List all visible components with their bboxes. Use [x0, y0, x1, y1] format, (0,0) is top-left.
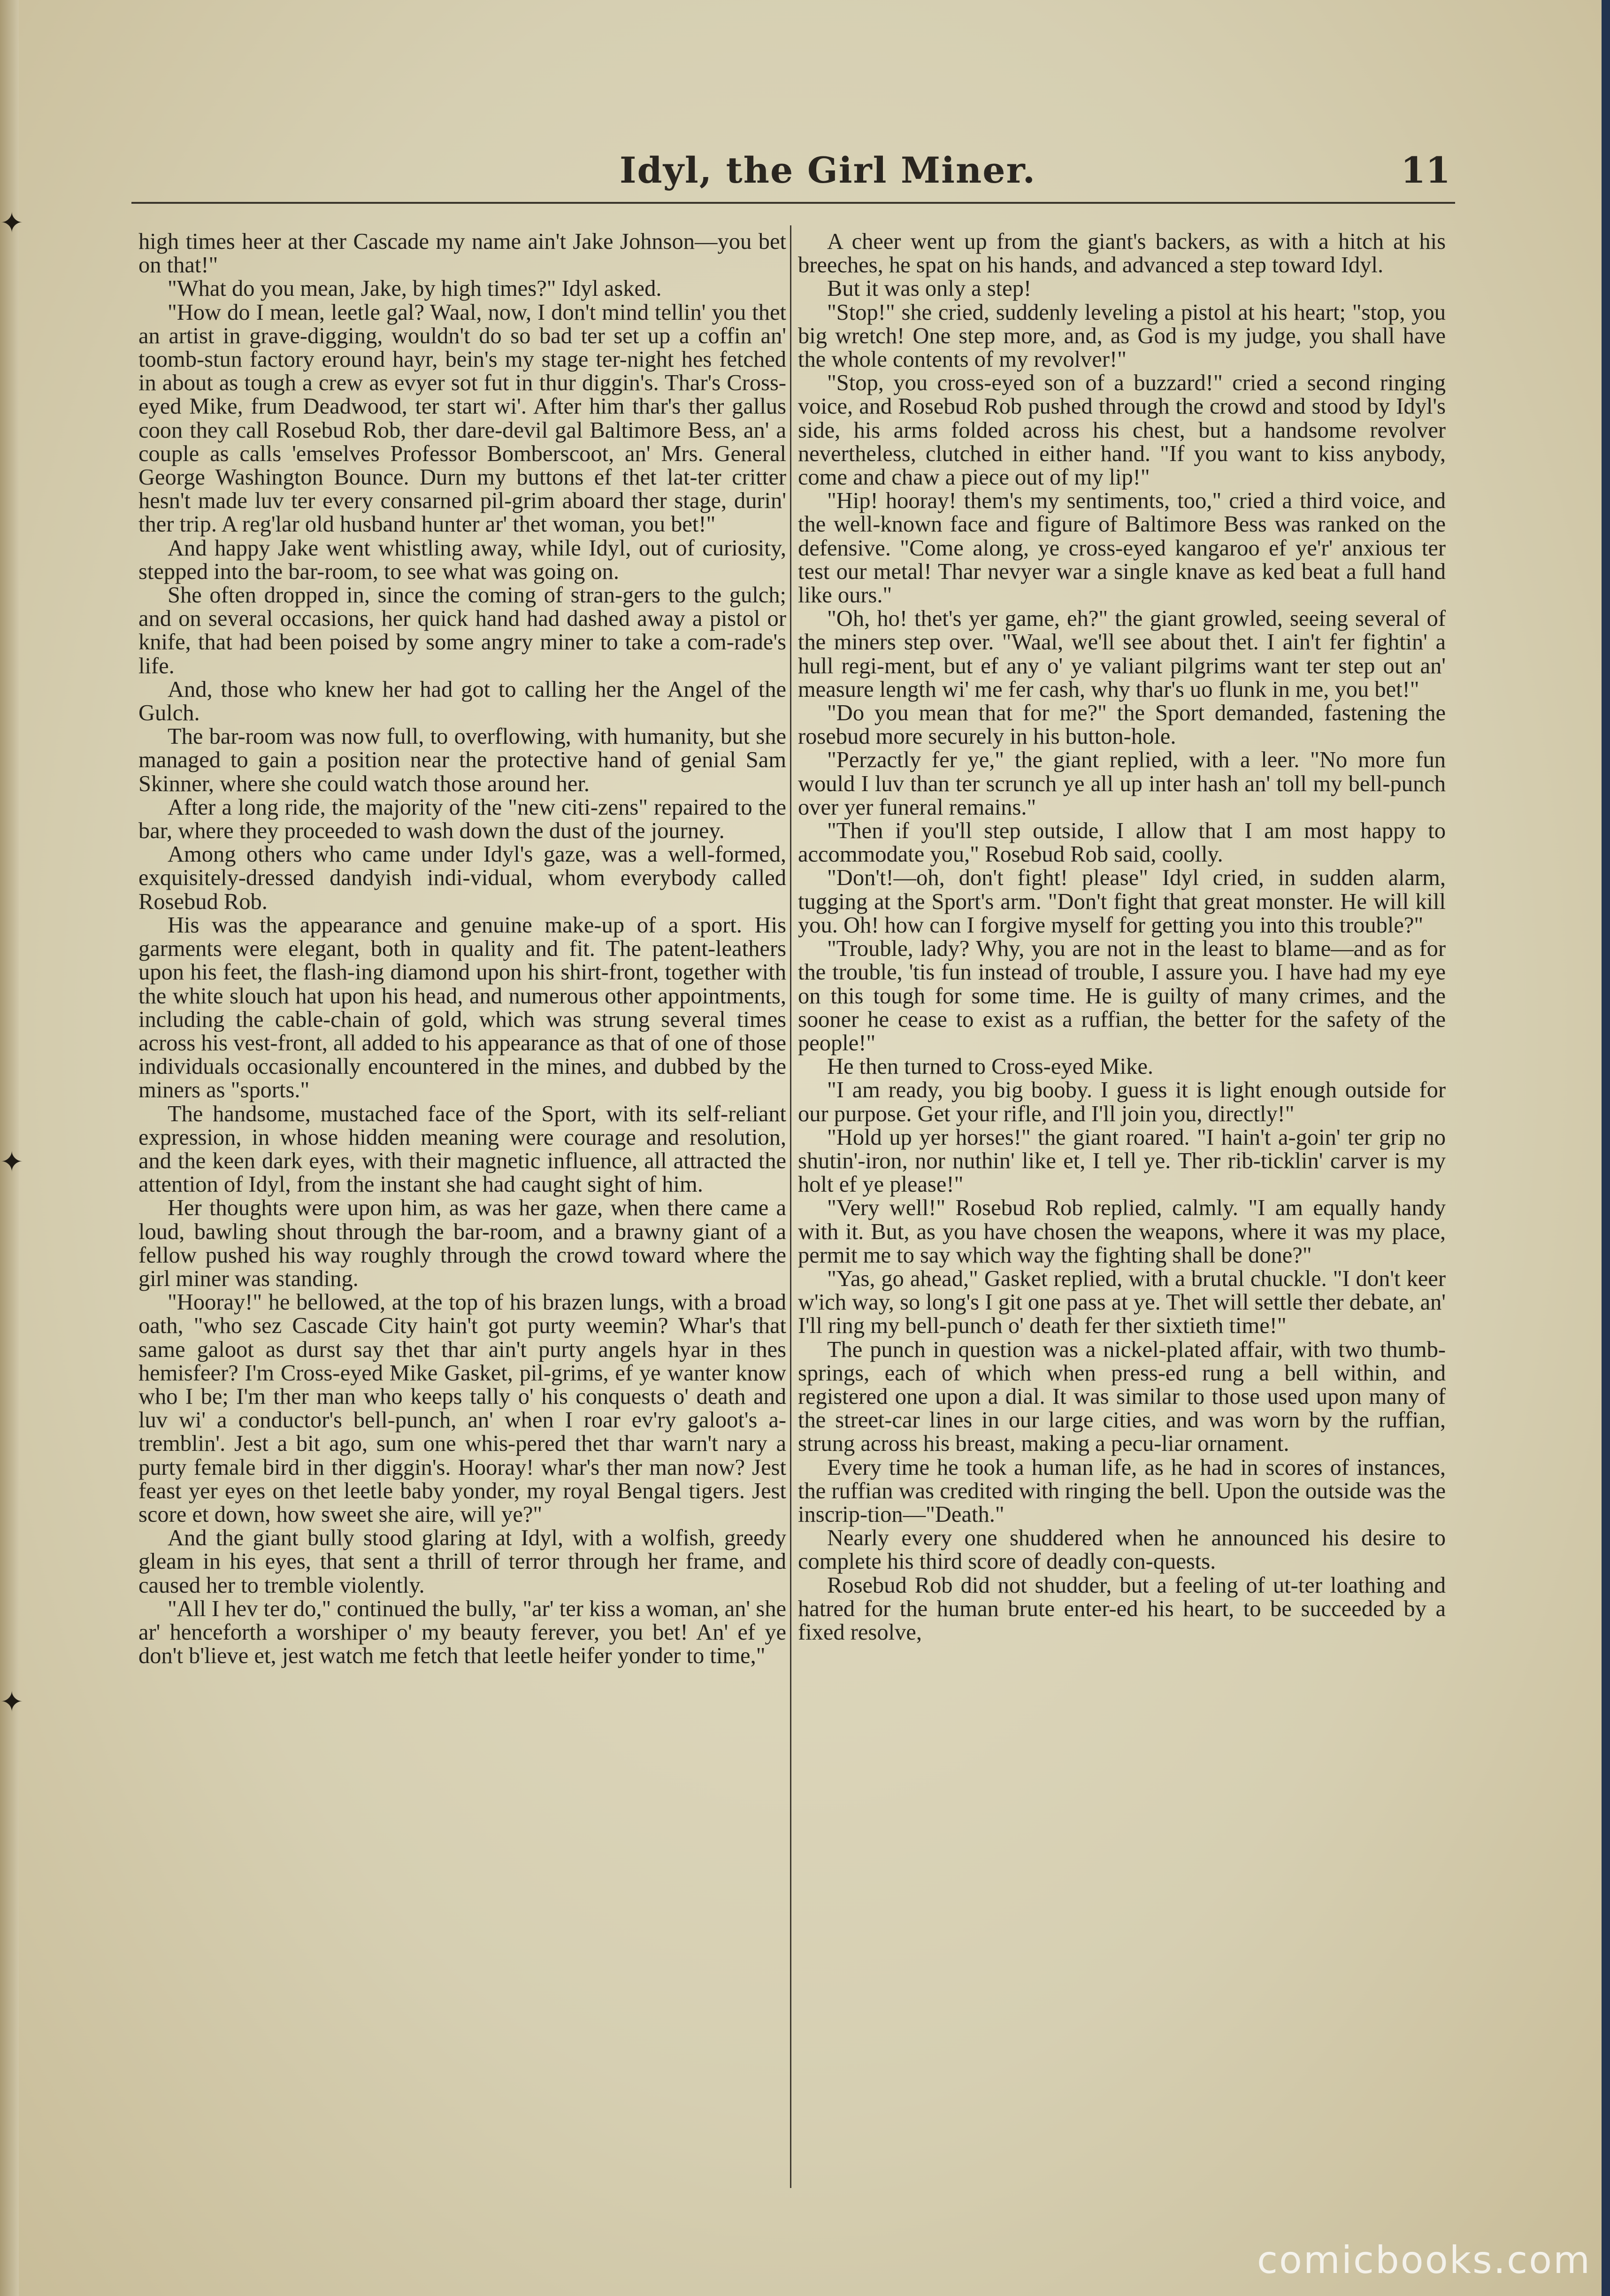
paragraph: "Don't!—oh, don't fight! please" Idyl cried, in sudden alarm, tugging at the Sport's arm. "Don't fight that great monster. He will kill you. Oh! how can I forgive myself for getting you into this trouble?" — [798, 865, 1446, 938]
binding-stitch-icon: ✦ — [0, 1687, 24, 1718]
paragraph: Every time he took a human life, as he had in scores of instances, the ruffian was credited with ringing the bell. Upon the outside was the inscrip-tion—"Death." — [798, 1455, 1446, 1527]
paragraph: "Oh, ho! thet's yer game, eh?" the giant growled, seeing several of the miners step over. "Waal, we'll see about thet. I ain't fer fightin' a hull regi-ment, but ef any o' ye valiant pilgrims want ter step out an' measure length wi' me fer cash, why thar's uo flunk in me, you bet!" — [798, 606, 1446, 702]
paragraph: And happy Jake went whistling away, while Idyl, out of curiosity, stepped into the bar-room, to see what was going on. — [138, 535, 786, 584]
paragraph: "Trouble, lady? Why, you are not in the least to blame—and as for the trouble, 'tis fun instead of trouble, I assure you. I have had my eye on this tough for some time. He is guilty of many crimes, and the sooner he cease to exist as a ruffian, the better for the safety of the people!" — [798, 936, 1446, 1056]
binding-stitch-icon: ✦ — [0, 208, 24, 239]
paragraph: "What do you mean, Jake, by high times?" Idyl asked. — [168, 276, 662, 301]
paragraph: Rosebud Rob did not shudder, but a feeling of ut-ter loathing and hatred for the human brute enter-ed his heart, to be succeeded by a fixed resolve, — [798, 1572, 1446, 1645]
paragraph: "Then if you'll step outside, I allow that I am most happy to accommodate you," Rosebud Rob said, coolly. — [798, 818, 1446, 867]
paragraph: The punch in question was a nickel-plated affair, with two thumb-springs, each of which when press-ed rung a bell within, and registered one upon a dial. It was similar to those used upon many of the street-car lines in our large cities, and was worn by the ruffian, strung across his breast, making a pecu-liar ornament. — [798, 1337, 1446, 1456]
header-rule — [131, 202, 1455, 204]
paragraph: "Stop, you cross-eyed son of a buzzard!" cried a second ringing voice, and Rosebud Rob pushed through the crowd and stood by Idyl's side, his arms folded across his chest, but a handsome revolver nevertheless, clutched in either hand. "If you want to kiss anybody, come and chaw a piece out of my lip!" — [798, 370, 1446, 490]
paragraph: Her thoughts were upon him, as was her gaze, when there came a loud, bawling shout through the bar-room, and a brawny giant of a fellow pushed his way roughly through the crowd toward where the girl miner was standing. — [138, 1195, 786, 1291]
paragraph: Among others who came under Idyl's gaze, was a well-formed, exquisitely-dressed dandyish indi-vidual, whom everybody called Rosebud Rob. — [138, 842, 786, 914]
paragraph: "I am ready, you big booby. I guess it is light enough outside for our purpose. Get your rifle, and I'll join you, directly!" — [798, 1078, 1446, 1126]
page-number: 11 — [1401, 149, 1450, 191]
running-title: Idyl, the Girl Miner. — [620, 149, 1036, 191]
paragraph: "Very well!" Rosebud Rob replied, calmly. "I am equally handy with it. But, as you have chosen the weapons, where it was my place, permit me to say which way the fighting shall be done?" — [798, 1195, 1446, 1268]
paragraph: But it was only a step! — [827, 276, 1032, 301]
paragraph: high times heer at ther Cascade my name ain't Jake Johnson—you bet on that!" — [138, 230, 786, 278]
paragraph: "Hooray!" he bellowed, at the top of his brazen lungs, with a broad oath, "who sez Cascade City hain't got purty weemin? Whar's that same galoot as durst say thet thar ain't purty angels hyar in thes hemisfeer? I'm Cross-eyed Mike Gasket, pil-grims, ef ye wanter know who I be; I'm ther man who keeps tally o' his conquests o' death and luv wi' a conductor's bell-punch, an' when I roar ev'ry galoot's a-tremblin'. Jest a bit ago, sum one whis-pered thet thar warn't nary a purty female bird in ther diggin's. Hooray! whar's ther man now? Jest feast yer eyes on thet leetle baby yonder, my royal Bengal tigers. Jest score et down, how sweet she aire, will ye?" — [138, 1290, 786, 1527]
paragraph: "Hip! hooray! them's my sentiments, too," cried a third voice, and the well-known face and figure of Baltimore Bess was ranked on the defensive. "Come along, ye cross-eyed kangaroo ef ye'r' anxious ter test our metal! Thar nevyer war a single knave as ked beat a full hand like ours." — [798, 488, 1446, 608]
paragraph: Nearly every one shuddered when he announced his desire to complete his third score of deadly con-quests. — [798, 1526, 1446, 1574]
binding-stitch-icon: ✦ — [0, 1147, 24, 1178]
paragraph: She often dropped in, since the coming of stran-gers to the gulch; and on several occasions, her quick hand had dashed away a pistol or knife, that had been poised by some angry miner to take a com-rade's life. — [138, 583, 786, 678]
paragraph: And, those who knew her had got to calling her the Angel of the Gulch. — [138, 677, 786, 726]
paragraph: "Perzactly fer ye," the giant replied, with a leer. "No more fun would I luv than ter scrunch ye all up inter hash an' toll my bell-punch over yer funeral remains." — [798, 747, 1446, 820]
paragraph: He then turned to Cross-eyed Mike. — [827, 1054, 1154, 1079]
paragraph: "Stop!" she cried, suddenly leveling a pistol at his heart; "stop, you big wretch! One step more, and, as God is my judge, you shall have the whole contents of my revolver!" — [798, 300, 1446, 372]
paragraph: And the giant bully stood glaring at Idyl, with a wolfish, greedy gleam in his eyes, that sent a thrill of terror through her frame, and caused her to tremble violently. — [138, 1526, 786, 1598]
paragraph: The handsome, mustached face of the Sport, with its self-reliant expression, in whose hidden meaning were courage and resolution, and the keen dark eyes, with their magnetic influence, all attracted the attention of Idyl, from the instant she had caught sight of him. — [138, 1101, 786, 1197]
running-header — [136, 149, 1450, 201]
paragraph: His was the appearance and genuine make-up of a sport. His garments were elegant, both in quality and fit. The patent-leathers upon his feet, the flash-ing diamond upon his shirt-front, together with the white slouch hat upon his head, and numerous other appointments, including the cable-chain of gold, which was strung several times across his vest-front, all added to his appearance as that of one of those individuals occasionally encountered in the mines, and dubbed by the miners as "sports." — [138, 912, 786, 1103]
column-divider — [790, 225, 791, 2188]
left-text-column — [138, 230, 786, 2183]
paragraph: After a long ride, the majority of the "new citi-zens" repaired to the bar, where they proceeded to wash down the dust of the journey. — [138, 794, 786, 844]
paragraph: "Hold up yer horses!" the giant roared. "I hain't a-goin' ter grip no shutin'-iron, nor nuthin' like et, I tell ye. Ther rib-ticklin' carver is my holt ef ye please!" — [798, 1125, 1446, 1197]
right-text-column — [798, 230, 1446, 2183]
watermark-logo: comicbooks.com — [1257, 2238, 1591, 2282]
paragraph: The bar-room was now full, to overflowing, with humanity, but she managed to gain a position near the protective hand of genial Sam Skinner, where she could watch those around her. — [138, 724, 786, 796]
paragraph: A cheer went up from the giant's backers, as with a hitch at his breeches, he spat on his hands, and advanced a step toward Idyl. — [798, 230, 1446, 278]
paragraph: "How do I mean, leetle gal? Waal, now, I don't mind tellin' you thet an artist in grave-digging, wouldn't do so bad ter set up a coffin an' toomb-stun factory eround hayr, bein's my stage ter-night hes fetched in about as tough a crew as evyer sot fut in thur diggin's. Thar's Cross-eyed Mike, frum Deadwood, ter start wi'. After him thar's ther gallus coon they call Rosebud Rob, ther dare-devil gal Baltimore Bess, an' a couple as calls 'emselves Professor Bomberscoot, an' Mrs. General George Washington Bounce. Durn my buttons ef thet lat-ter critter hesn't made luv ter every consarned pil-grim aboard ther stage, durin' ther trip. A reg'lar old husband hunter ar' thet woman, you bet!" — [138, 300, 786, 537]
paragraph: "All I hev ter do," continued the bully, "ar' ter kiss a woman, an' she ar' henceforth a worshiper o' my beauty ferever, you bet! An' ef ye don't b'lieve et, jest watch me fetch that leetle heifer yonder to time," — [138, 1596, 786, 1669]
paragraph: "Do you mean that for me?" the Sport demanded, fastening the rosebud more securely in his button-hole. — [798, 701, 1446, 749]
paragraph: "Yas, go ahead," Gasket replied, with a brutal chuckle. "I don't keer w'ich way, so long's I git one pass at ye. Thet will settle ther debate, an' I'll ring my bell-punch o' death fer ther sixtieth time!" — [798, 1266, 1446, 1339]
